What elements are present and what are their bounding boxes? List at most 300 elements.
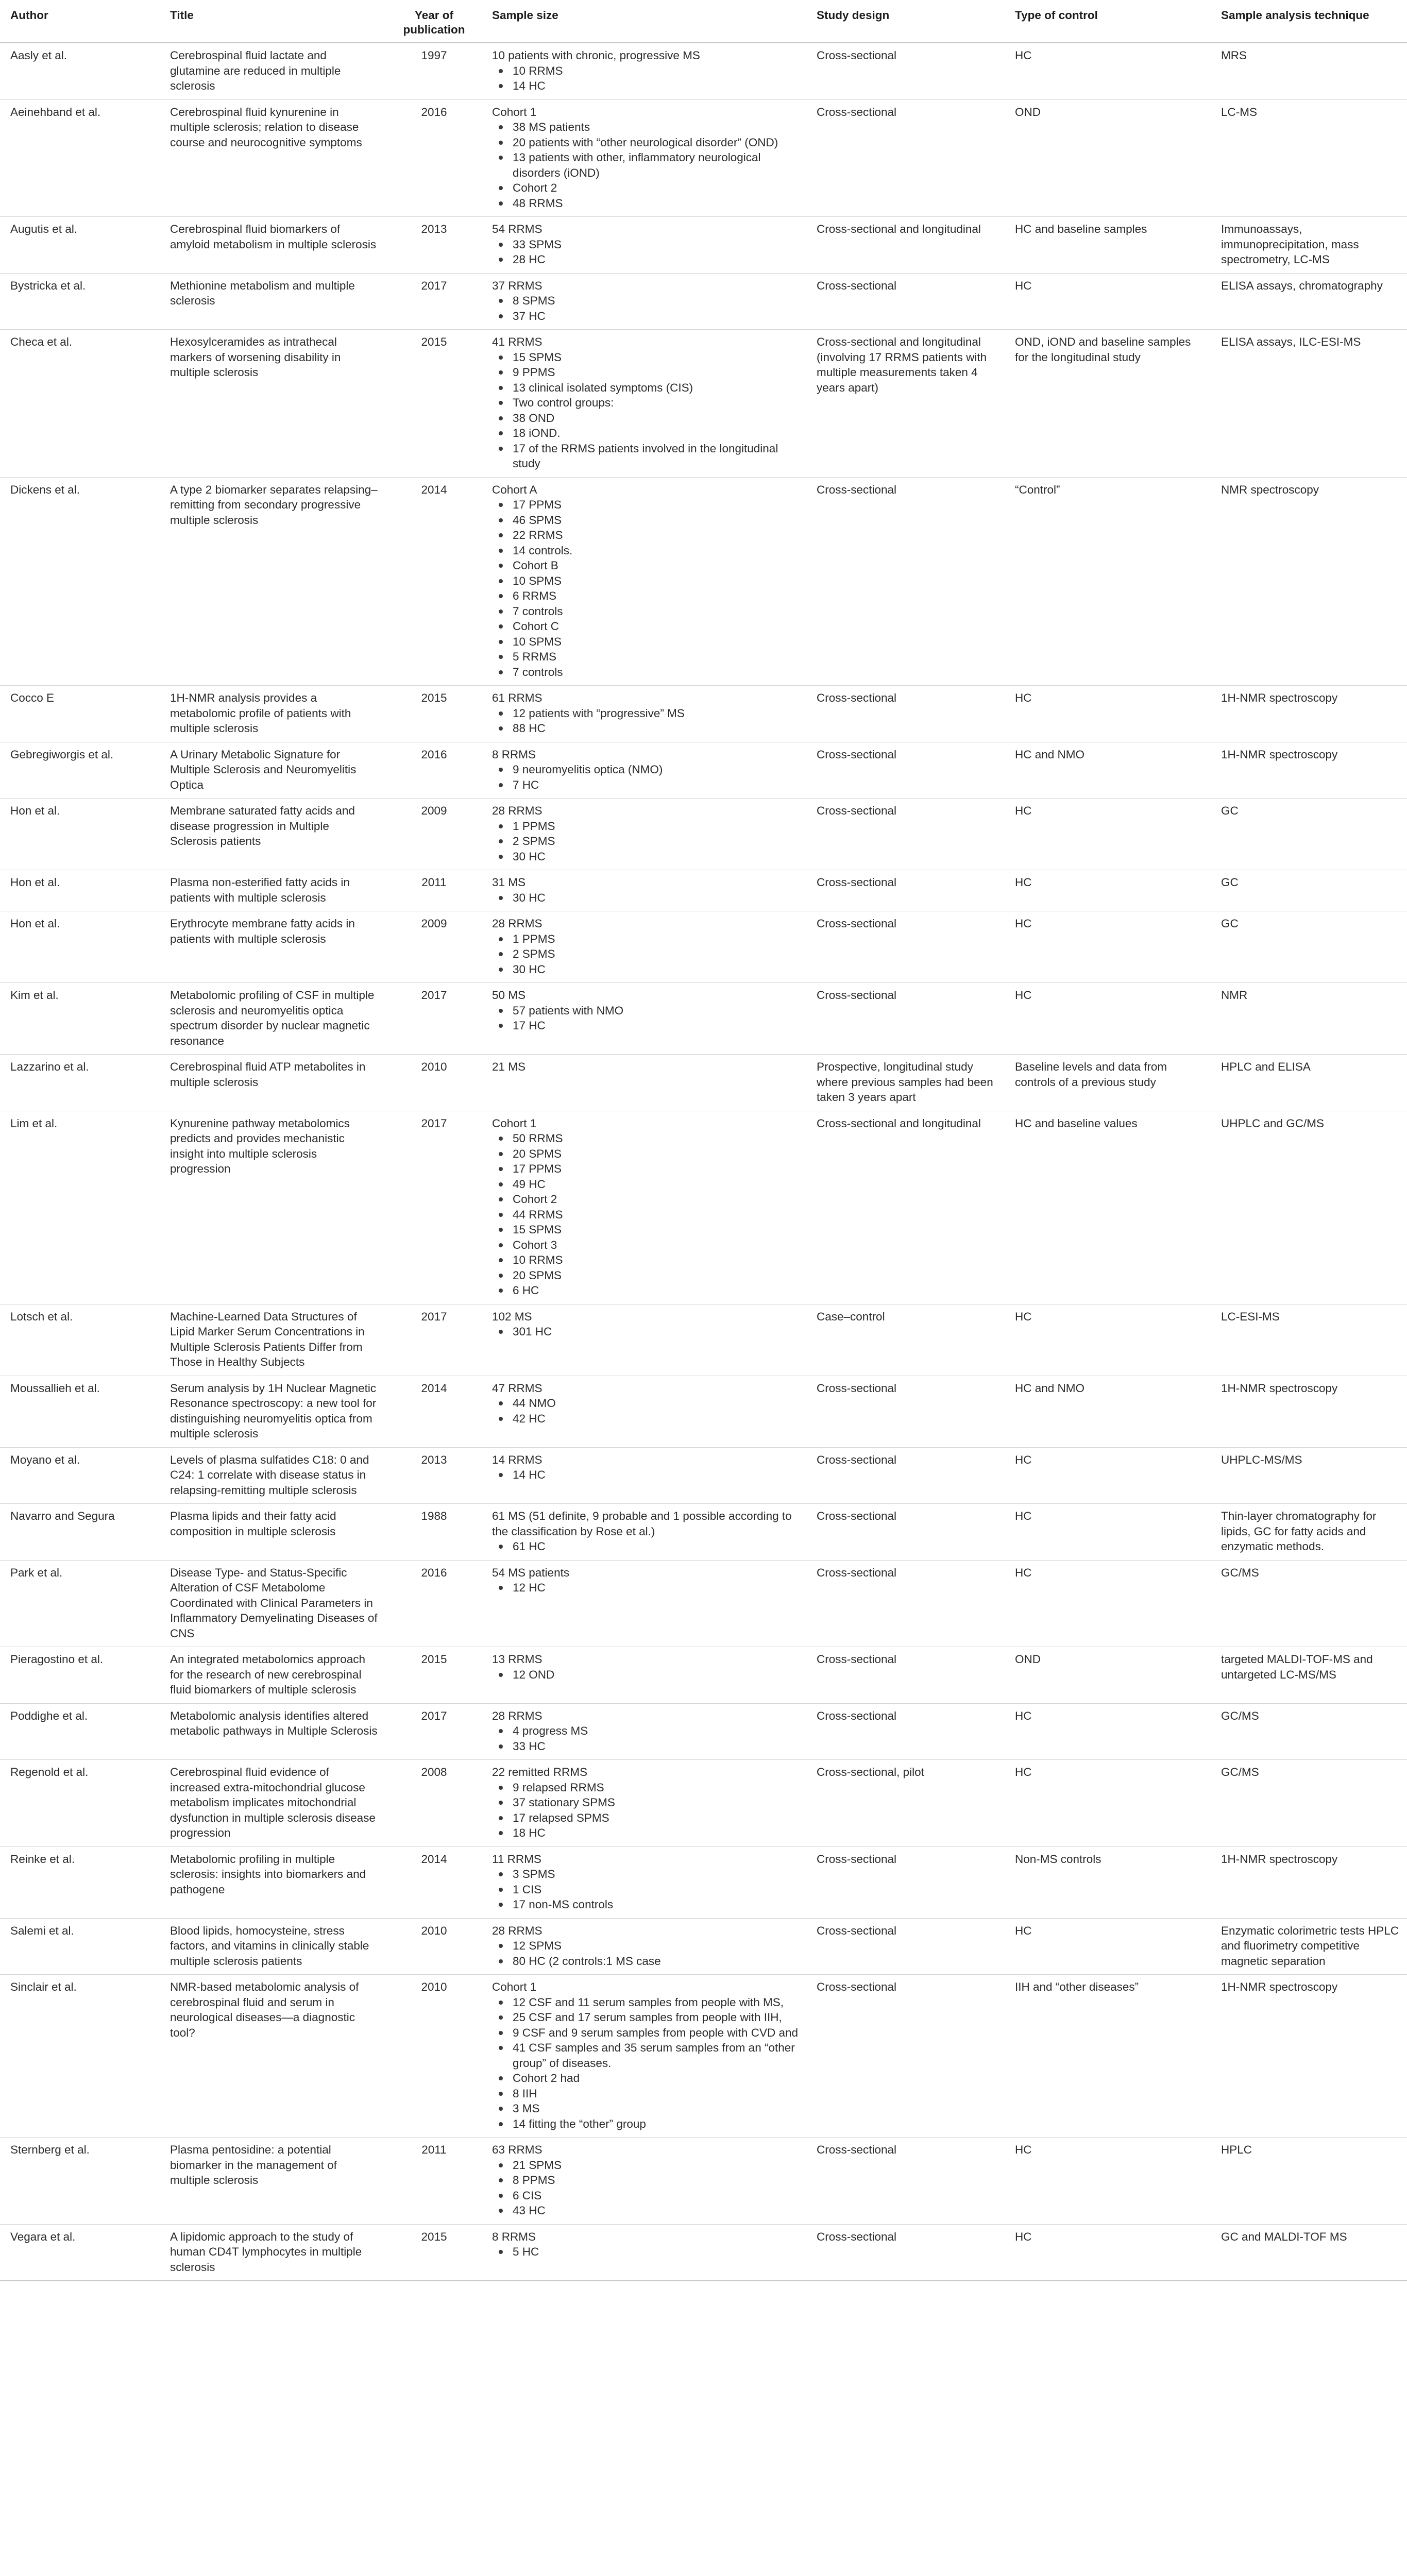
sample-list-item: 13 clinical isolated symptoms (CIS) [492, 380, 799, 396]
cell-sample-size [482, 1055, 806, 1111]
cell-type-of-control: OND, iOND and baseline samples for the longitudinal study [1005, 330, 1211, 478]
sample-list-item: 8 SPMS [492, 293, 799, 309]
cell-analysis-technique: ELISA assays, ILC-ESI-MS [1211, 330, 1407, 478]
cell-title: Machine-Learned Data Structures of Lipid Marker Serum Concentrations in Multiple Sclerosis Patients Differ from Those in Healthy Subjects [160, 1304, 386, 1376]
sample-list-item: 7 controls [492, 604, 799, 619]
sample-list-item: 22 RRMS [492, 528, 799, 543]
table-row [0, 870, 1407, 911]
cell-title: Serum analysis by 1H Nuclear Magnetic Resonance spectroscopy: a new tool for distinguishing neuromyelitis optica from multiple sclerosis [160, 1376, 386, 1447]
sample-list-item: 2 SPMS [492, 834, 799, 849]
cell-study-design: Cross-sectional [806, 2224, 1005, 2281]
sample-list-item: 20 SPMS [492, 1146, 799, 1162]
cell-title: A lipidomic approach to the study of human CD4T lymphocytes in multiple sclerosis [160, 2224, 386, 2281]
cell-author: Lim et al. [0, 1111, 160, 1304]
cell-author: Hon et al. [0, 911, 160, 983]
cell-year: 2014 [386, 1376, 482, 1447]
sample-list-item: 17 PPMS [492, 497, 799, 513]
cell-type-of-control: HC [1005, 2138, 1211, 2225]
sample-list [492, 63, 799, 94]
cell-title: Metabolomic profiling of CSF in multiple sclerosis and neuromyelitis optica spectrum disorder by nuclear magnetic resonance [160, 983, 386, 1055]
sample-intro: 28 RRMS [492, 804, 543, 817]
sample-list-item: 6 CIS [492, 2188, 799, 2204]
cell-title: Plasma non-esterified fatty acids in patients with multiple sclerosis [160, 870, 386, 911]
sample-list [492, 497, 799, 680]
cell-author: Reinke et al. [0, 1846, 160, 1918]
cell-analysis-technique: GC and MALDI-TOF MS [1211, 2224, 1407, 2281]
sample-intro: 50 MS [492, 989, 526, 1002]
cell-analysis-technique: LC-ESI-MS [1211, 1304, 1407, 1376]
sample-intro: 8 RRMS [492, 748, 536, 761]
cell-sample-size [482, 330, 806, 478]
sample-list-item: 18 iOND. [492, 426, 799, 441]
cell-sample-size [482, 1647, 806, 1704]
cell-study-design: Cross-sectional [806, 799, 1005, 870]
cell-title: Cerebrospinal fluid lactate and glutamine are reduced in multiple sclerosis [160, 43, 386, 99]
cell-author: Kim et al. [0, 983, 160, 1055]
sample-intro: 31 MS [492, 876, 526, 889]
cell-title: Hexosylceramides as intrathecal markers of worsening disability in multiple sclerosis [160, 330, 386, 478]
table-row [0, 99, 1407, 217]
cell-year: 2014 [386, 1846, 482, 1918]
sample-list-item: 50 RRMS [492, 1131, 799, 1146]
cell-author: Lotsch et al. [0, 1304, 160, 1376]
cell-year: 2016 [386, 1560, 482, 1647]
sample-list-item: 38 MS patients [492, 120, 799, 135]
header-row [0, 0, 1407, 43]
sample-list-item: 2 SPMS [492, 946, 799, 962]
cell-study-design: Cross-sectional and longitudinal [806, 1111, 1005, 1304]
cell-author: Dickens et al. [0, 477, 160, 686]
cell-title: Levels of plasma sulfatides C18: 0 and C24: 1 correlate with disease status in relapsing-remitting multiple sclerosis [160, 1447, 386, 1504]
sample-list-item: 41 CSF samples and 35 serum samples from an “other group” of diseases. [492, 2040, 799, 2071]
sample-list-item: 9 relapsed RRMS [492, 1780, 799, 1795]
cell-type-of-control: HC [1005, 1560, 1211, 1647]
cell-title: Metabolomic profiling in multiple sclerosis: insights into biomarkers and pathogene [160, 1846, 386, 1918]
cell-title: Blood lipids, homocysteine, stress factors, and vitamins in clinically stable multiple sclerosis patients [160, 1918, 386, 1975]
sample-intro: 10 patients with chronic, progressive MS [492, 49, 700, 62]
header-author: Author [0, 0, 160, 43]
sample-intro: 102 MS [492, 1310, 532, 1323]
cell-study-design: Cross-sectional [806, 1703, 1005, 1760]
cell-type-of-control: Baseline levels and data from controls of a previous study [1005, 1055, 1211, 1111]
sample-list [492, 1324, 799, 1340]
sample-list-item: 5 RRMS [492, 649, 799, 665]
cell-author: Cocco E [0, 686, 160, 742]
cell-author: Sternberg et al. [0, 2138, 160, 2225]
sample-list-item: 37 HC [492, 309, 799, 324]
sample-list-item: 20 patients with “other neurological disorder” (OND) [492, 135, 799, 150]
cell-analysis-technique: LC-MS [1211, 99, 1407, 217]
sample-list [492, 1938, 799, 1969]
cell-analysis-technique: 1H-NMR spectroscopy [1211, 1975, 1407, 2138]
cell-author: Bystricka et al. [0, 273, 160, 330]
cell-sample-size [482, 273, 806, 330]
cell-type-of-control: HC and baseline values [1005, 1111, 1211, 1304]
sample-intro: 13 RRMS [492, 1653, 543, 1666]
cell-sample-size [482, 1846, 806, 1918]
sample-list [492, 1995, 799, 2132]
cell-year: 2010 [386, 1055, 482, 1111]
sample-intro: 37 RRMS [492, 279, 543, 292]
sample-list [492, 1396, 799, 1426]
sample-list-item: 88 HC [492, 721, 799, 736]
cell-title: Cerebrospinal fluid kynurenine in multiple sclerosis; relation to disease course and neurocognitive symptoms [160, 99, 386, 217]
cell-sample-size [482, 2138, 806, 2225]
cell-title: Cerebrospinal fluid biomarkers of amyloid metabolism in multiple sclerosis [160, 217, 386, 274]
cell-year: 2015 [386, 686, 482, 742]
sample-list-item: 1 CIS [492, 1882, 799, 1897]
sample-list-item: 42 HC [492, 1411, 799, 1427]
sample-list [492, 350, 799, 471]
cell-analysis-technique: GC [1211, 799, 1407, 870]
cell-analysis-technique: HPLC and ELISA [1211, 1055, 1407, 1111]
cell-title: A type 2 biomarker separates relapsing–remitting from secondary progressive multiple sclerosis [160, 477, 386, 686]
header-title: Title [160, 0, 386, 43]
sample-list-item: 20 SPMS [492, 1268, 799, 1283]
cell-study-design: Cross-sectional and longitudinal [806, 217, 1005, 274]
cell-year: 2017 [386, 273, 482, 330]
cell-type-of-control: HC [1005, 273, 1211, 330]
cell-year: 2014 [386, 477, 482, 686]
cell-type-of-control: “Control” [1005, 477, 1211, 686]
cell-sample-size [482, 1760, 806, 1847]
table-body [0, 43, 1407, 2281]
sample-list-item: 1 PPMS [492, 819, 799, 834]
sample-list-item: 13 patients with other, inflammatory neurological disorders (iOND) [492, 150, 799, 180]
cell-author: Sinclair et al. [0, 1975, 160, 2138]
cell-study-design: Cross-sectional [806, 870, 1005, 911]
header-analysis-technique: Sample analysis technique [1211, 0, 1407, 43]
sample-list-item: 46 SPMS [492, 513, 799, 528]
cell-year: 2011 [386, 2138, 482, 2225]
cell-title: Methionine metabolism and multiple sclerosis [160, 273, 386, 330]
sample-list [492, 1131, 799, 1298]
cell-analysis-technique: GC/MS [1211, 1560, 1407, 1647]
sample-list [492, 120, 799, 211]
sample-list-item: 8 IIH [492, 2086, 799, 2102]
sample-list-item: 7 HC [492, 777, 799, 793]
cell-year: 2009 [386, 911, 482, 983]
cell-study-design: Prospective, longitudinal study where previous samples had been taken 3 years apart [806, 1055, 1005, 1111]
cell-type-of-control: HC [1005, 1918, 1211, 1975]
cell-title: NMR-based metabolomic analysis of cerebrospinal fluid and serum in neurological diseases—a diagnostic tool? [160, 1975, 386, 2138]
cell-year: 2015 [386, 330, 482, 478]
cell-author: Checa et al. [0, 330, 160, 478]
cell-sample-size [482, 911, 806, 983]
sample-list-item: 7 controls [492, 665, 799, 680]
sample-list-item: Two control groups: [492, 395, 799, 411]
sample-list-item: 12 patients with “progressive” MS [492, 706, 799, 721]
sample-intro: 54 MS patients [492, 1566, 570, 1579]
table-row [0, 1975, 1407, 2138]
cell-study-design: Cross-sectional [806, 1376, 1005, 1447]
table-header [0, 0, 1407, 43]
cell-sample-size [482, 1376, 806, 1447]
cell-sample-size [482, 43, 806, 99]
sample-intro: 11 RRMS [492, 1852, 541, 1866]
cell-analysis-technique: GC [1211, 870, 1407, 911]
sample-list-item: 49 HC [492, 1177, 799, 1192]
sample-list-item: Cohort 2 had [492, 2071, 799, 2086]
cell-year: 2008 [386, 1760, 482, 1847]
header-type-of-control: Type of control [1005, 0, 1211, 43]
cell-analysis-technique: Enzymatic colorimetric tests HPLC and fluorimetry competitive magnetic separation [1211, 1918, 1407, 1975]
cell-year: 2017 [386, 1304, 482, 1376]
sample-intro: 22 remitted RRMS [492, 1766, 588, 1778]
cell-year: 2017 [386, 1703, 482, 1760]
sample-list-item: 17 PPMS [492, 1161, 799, 1177]
cell-type-of-control: HC [1005, 1447, 1211, 1504]
cell-author: Moussallieh et al. [0, 1376, 160, 1447]
cell-title: Erythrocyte membrane fatty acids in patients with multiple sclerosis [160, 911, 386, 983]
cell-analysis-technique: targeted MALDI-TOF-MS and untargeted LC-MS/MS [1211, 1647, 1407, 1704]
sample-intro: 28 RRMS [492, 1924, 543, 1937]
sample-intro: 61 RRMS [492, 691, 543, 704]
cell-study-design: Cross-sectional [806, 1647, 1005, 1704]
sample-list-item: 4 progress MS [492, 1723, 799, 1739]
sample-list-item: 61 HC [492, 1539, 799, 1554]
sample-list [492, 706, 799, 736]
cell-type-of-control: OND [1005, 1647, 1211, 1704]
cell-study-design: Cross-sectional [806, 1975, 1005, 2138]
cell-analysis-technique: GC/MS [1211, 1760, 1407, 1847]
table-row [0, 477, 1407, 686]
cell-year: 2013 [386, 1447, 482, 1504]
sample-list-item: 301 HC [492, 1324, 799, 1340]
sample-list-item: 6 HC [492, 1283, 799, 1298]
table-row [0, 1111, 1407, 1304]
cell-analysis-technique: Immunoassays, immunoprecipitation, mass spectrometry, LC-MS [1211, 217, 1407, 274]
table-row [0, 1504, 1407, 1561]
cell-type-of-control: IIH and “other diseases” [1005, 1975, 1211, 2138]
sample-list [492, 1867, 799, 1912]
sample-list-item: Cohort 2 [492, 1192, 799, 1207]
cell-author: Hon et al. [0, 870, 160, 911]
header-study-design: Study design [806, 0, 1005, 43]
cell-year: 1988 [386, 1504, 482, 1561]
sample-list-item: 9 neuromyelitis optica (NMO) [492, 762, 799, 777]
table-row [0, 1918, 1407, 1975]
cell-title: Plasma lipids and their fatty acid composition in multiple sclerosis [160, 1504, 386, 1561]
sample-list-item: 12 OND [492, 1667, 799, 1683]
sample-list-item: 3 MS [492, 2101, 799, 2116]
sample-list-item: 12 SPMS [492, 1938, 799, 1954]
cell-type-of-control: OND [1005, 99, 1211, 217]
cell-sample-size [482, 983, 806, 1055]
cell-author: Pieragostino et al. [0, 1647, 160, 1704]
cell-sample-size [482, 1447, 806, 1504]
sample-list-item: 30 HC [492, 890, 799, 906]
cell-type-of-control: HC and NMO [1005, 1376, 1211, 1447]
sample-intro: 54 RRMS [492, 223, 543, 235]
cell-study-design: Cross-sectional [806, 1447, 1005, 1504]
cell-year: 1997 [386, 43, 482, 99]
sample-list [492, 890, 799, 906]
sample-intro: 61 MS (51 definite, 9 probable and 1 possible according to the classification by Rose et al.) [492, 1510, 792, 1538]
cell-analysis-technique: NMR spectroscopy [1211, 477, 1407, 686]
sample-list-item: 38 OND [492, 411, 799, 426]
sample-list-item: 12 HC [492, 1580, 799, 1596]
cell-type-of-control: HC [1005, 1703, 1211, 1760]
cell-sample-size [482, 686, 806, 742]
sample-list [492, 293, 799, 324]
cell-analysis-technique: 1H-NMR spectroscopy [1211, 742, 1407, 799]
cell-type-of-control: HC [1005, 1760, 1211, 1847]
cell-analysis-technique: UHPLC and GC/MS [1211, 1111, 1407, 1304]
cell-year: 2013 [386, 217, 482, 274]
cell-study-design: Cross-sectional [806, 1918, 1005, 1975]
cell-analysis-technique: GC/MS [1211, 1703, 1407, 1760]
sample-intro: 28 RRMS [492, 917, 543, 930]
sample-list-item: 5 HC [492, 2244, 799, 2260]
sample-list [492, 1003, 799, 1033]
sample-list-item: 10 SPMS [492, 573, 799, 589]
cell-sample-size [482, 870, 806, 911]
sample-intro: 41 RRMS [492, 335, 543, 348]
cell-year: 2017 [386, 983, 482, 1055]
cell-type-of-control: HC [1005, 43, 1211, 99]
cell-study-design: Cross-sectional [806, 911, 1005, 983]
cell-title: Cerebrospinal fluid evidence of increased extra-mitochondrial glucose metabolism implicates mitochondrial dysfunction in multiple sclerosis disease progression [160, 1760, 386, 1847]
sample-list-item: Cohort 3 [492, 1238, 799, 1253]
cell-type-of-control: HC [1005, 870, 1211, 911]
cell-study-design: Cross-sectional [806, 477, 1005, 686]
cell-author: Augutis et al. [0, 217, 160, 274]
sample-list [492, 1780, 799, 1841]
cell-title: Cerebrospinal fluid ATP metabolites in multiple sclerosis [160, 1055, 386, 1111]
cell-sample-size [482, 99, 806, 217]
table-row [0, 2138, 1407, 2225]
sample-list-item: 14 HC [492, 1467, 799, 1483]
sample-list-item: 9 PPMS [492, 365, 799, 380]
table-row [0, 1846, 1407, 1918]
sample-list-item: 14 HC [492, 78, 799, 94]
sample-list-item: 14 controls. [492, 543, 799, 558]
cell-author: Aeinehband et al. [0, 99, 160, 217]
cell-author: Navarro and Segura [0, 1504, 160, 1561]
table-row [0, 2224, 1407, 2281]
sample-list-item: 17 non-MS controls [492, 1897, 799, 1912]
sample-list-item: 44 NMO [492, 1396, 799, 1411]
cell-study-design: Cross-sectional and longitudinal (involving 17 RRMS patients with multiple measurements taken 4 years apart) [806, 330, 1005, 478]
cell-author: Moyano et al. [0, 1447, 160, 1504]
cell-year: 2016 [386, 742, 482, 799]
sample-list-item: 10 RRMS [492, 63, 799, 79]
sample-list-item: 15 SPMS [492, 350, 799, 365]
cell-study-design: Cross-sectional [806, 99, 1005, 217]
sample-intro: 14 RRMS [492, 1453, 543, 1466]
sample-list-item: 10 SPMS [492, 634, 799, 650]
cell-author: Hon et al. [0, 799, 160, 870]
sample-list-item: 17 of the RRMS patients involved in the longitudinal study [492, 441, 799, 471]
sample-list-item: 14 fitting the “other” group [492, 2116, 799, 2132]
cell-type-of-control: HC [1005, 1504, 1211, 1561]
table-row [0, 43, 1407, 99]
sample-list-item: 9 CSF and 9 serum samples from people with CVD and [492, 2025, 799, 2041]
sample-list-item: 17 relapsed SPMS [492, 1810, 799, 1826]
table-row [0, 983, 1407, 1055]
cell-year: 2015 [386, 2224, 482, 2281]
cell-year: 2010 [386, 1918, 482, 1975]
sample-list-item: 80 HC (2 controls:1 MS case [492, 1954, 799, 1969]
sample-list-item: 3 SPMS [492, 1867, 799, 1882]
cell-author: Lazzarino et al. [0, 1055, 160, 1111]
cell-study-design: Cross-sectional [806, 983, 1005, 1055]
sample-intro: Cohort 1 [492, 105, 537, 118]
cell-year: 2017 [386, 1111, 482, 1304]
cell-year: 2009 [386, 799, 482, 870]
cell-type-of-control: HC and baseline samples [1005, 217, 1211, 274]
cell-analysis-technique: 1H-NMR spectroscopy [1211, 1376, 1407, 1447]
sample-list-item: 44 RRMS [492, 1207, 799, 1223]
cell-type-of-control: HC [1005, 686, 1211, 742]
cell-study-design: Cross-sectional [806, 273, 1005, 330]
table-row [0, 799, 1407, 870]
cell-sample-size [482, 799, 806, 870]
cell-sample-size [482, 1304, 806, 1376]
sample-list [492, 237, 799, 267]
table-row [0, 1760, 1407, 1847]
sample-list-item: 48 RRMS [492, 196, 799, 211]
sample-list [492, 1467, 799, 1483]
sample-intro: Cohort 1 [492, 1980, 537, 1993]
cell-title: Disease Type- and Status-Specific Alteration of CSF Metabolome Coordinated with Clinical Parameters in Inflammatory Demyelinating Diseases of CNS [160, 1560, 386, 1647]
table-row [0, 1376, 1407, 1447]
table-row [0, 330, 1407, 478]
sample-list-item: Cohort C [492, 619, 799, 634]
sample-list [492, 819, 799, 865]
cell-title: An integrated metabolomics approach for the research of new cerebrospinal fluid biomarkers of multiple sclerosis [160, 1647, 386, 1704]
cell-sample-size [482, 2224, 806, 2281]
sample-list-item: 12 CSF and 11 serum samples from people with MS, [492, 1995, 799, 2010]
cell-study-design: Cross-sectional, pilot [806, 1760, 1005, 1847]
cell-author: Vegara et al. [0, 2224, 160, 2281]
table-row [0, 1703, 1407, 1760]
cell-analysis-technique: UHPLC-MS/MS [1211, 1447, 1407, 1504]
table-row [0, 1447, 1407, 1504]
cell-sample-size [482, 1975, 806, 2138]
cell-sample-size [482, 1703, 806, 1760]
cell-title: A Urinary Metabolic Signature for Multiple Sclerosis and Neuromyelitis Optica [160, 742, 386, 799]
table-row [0, 686, 1407, 742]
cell-analysis-technique: ELISA assays, chromatography [1211, 273, 1407, 330]
sample-list-item: 8 PPMS [492, 2173, 799, 2188]
header-year: Year of publication [386, 0, 482, 43]
sample-list-item: 21 SPMS [492, 2158, 799, 2173]
sample-list [492, 931, 799, 977]
cell-sample-size [482, 217, 806, 274]
sample-list-item: 17 HC [492, 1018, 799, 1033]
table-row [0, 911, 1407, 983]
cell-year: 2015 [386, 1647, 482, 1704]
cell-analysis-technique: Thin-layer chromatography for lipids, GC for fatty acids and enzymatic methods. [1211, 1504, 1407, 1561]
sample-list-item: 6 RRMS [492, 588, 799, 604]
cell-title: Metabolomic analysis identifies altered metabolic pathways in Multiple Sclerosis [160, 1703, 386, 1760]
cell-type-of-control: HC [1005, 799, 1211, 870]
cell-title: Membrane saturated fatty acids and disease progression in Multiple Sclerosis patients [160, 799, 386, 870]
cell-study-design: Cross-sectional [806, 686, 1005, 742]
sample-list [492, 2158, 799, 2218]
sample-intro: 21 MS [492, 1060, 526, 1073]
cell-author: Park et al. [0, 1560, 160, 1647]
cell-type-of-control: HC [1005, 1304, 1211, 1376]
cell-year: 2010 [386, 1975, 482, 2138]
cell-sample-size [482, 1504, 806, 1561]
cell-analysis-technique: MRS [1211, 43, 1407, 99]
cell-title: 1H-NMR analysis provides a metabolomic profile of patients with multiple sclerosis [160, 686, 386, 742]
cell-sample-size [482, 1918, 806, 1975]
cell-title: Kynurenine pathway metabolomics predicts and provides mechanistic insight into multiple sclerosis progression [160, 1111, 386, 1304]
